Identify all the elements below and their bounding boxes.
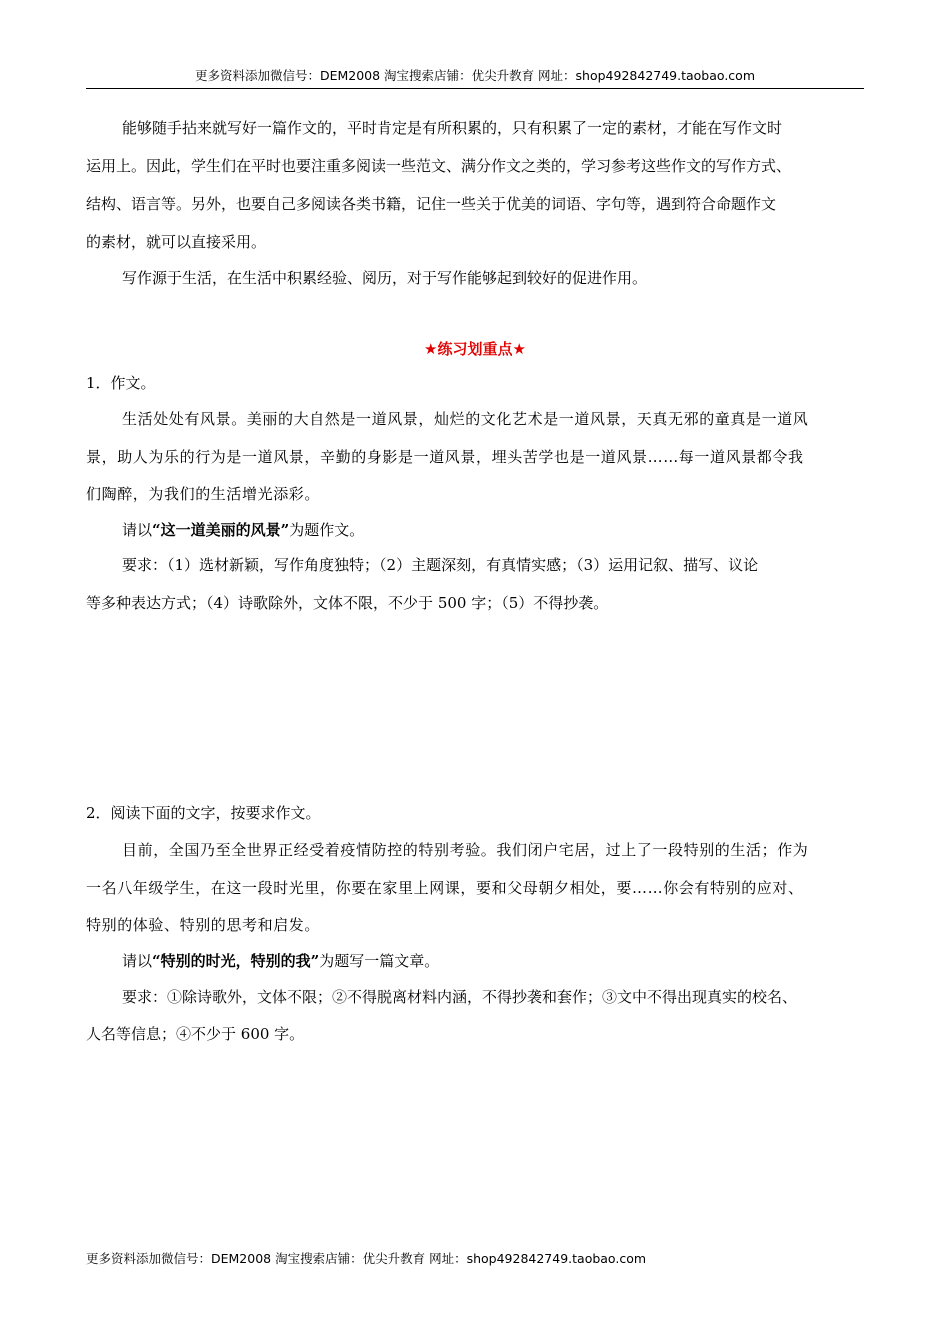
prompt-prefix: 请以: [122, 952, 153, 970]
page-footer: 更多资料添加微信号：DEM2008 淘宝搜索店铺：优尖升教育 网址：shop492842749.taobao.com: [86, 1251, 647, 1266]
requirement-line: 要求：（1）选材新颖，写作角度独特；（2）主题深刻，有真情实感；（3）运用记叙、描写、议论: [122, 556, 759, 574]
essay-prompt: [122, 519, 364, 540]
page-header: 更多资料添加微信号：DEM2008 淘宝搜索店铺：优尖升教育 网址：shop492842749.taobao.com: [194, 68, 756, 83]
material-line: 一名八年级学生，在这一段时光里，你要在家里上网课，要和父母朝夕相处，要……你会有特别的应对、: [86, 879, 804, 897]
material-line: 特别的体验、特别的思考和启发。: [86, 916, 321, 934]
intro-line: 写作源于生活，在生活中积累经验、阅历，对于写作能够起到较好的促进作用。: [122, 269, 648, 287]
question-heading: 2．阅读下面的文字，按要求作文。: [86, 804, 321, 822]
material-line: 们陶醉，为我们的生活增光添彩。: [86, 485, 321, 503]
material-line: 景，助人为乐的行为是一道风景，辛勤的身影是一道风景，埋头苦学也是一道风景……每一道风景都令我: [86, 448, 804, 466]
intro-line: 运用上。因此，学生们在平时也要注重多阅读一些范文、满分作文之类的，学习参考这些作文的写作方式、: [86, 157, 792, 175]
essay-title: “特别的时光，特别的我”: [152, 952, 320, 970]
material-line: 生活处处有风景。美丽的大自然是一道风景，灿烂的文化艺术是一道风景，天真无邪的童真是一道风: [122, 410, 809, 428]
intro-line: 能够随手拈来就写好一篇作文的，平时肯定是有所积累的，只有积累了一定的素材，才能在写作文时: [122, 119, 783, 137]
requirement-line: 等多种表达方式；（4）诗歌除外，文体不限，不少于 500 字；（5）不得抄袭。: [86, 594, 609, 612]
prompt-suffix: 为题作文。: [289, 521, 365, 539]
essay-title: “这一道美丽的风景”: [152, 521, 290, 539]
essay-prompt: [122, 950, 439, 971]
requirement-line: 要求：①除诗歌外，文体不限；②不得脱离材料内涵，不得抄袭和套作；③文中不得出现真实的校名、: [122, 988, 798, 1006]
prompt-suffix: 为题写一篇文章。: [319, 952, 440, 970]
question-heading: 1．作文。: [86, 374, 156, 392]
intro-line: 的素材，就可以直接采用。: [86, 233, 267, 251]
prompt-prefix: 请以: [122, 521, 153, 539]
section-title: ★练习划重点★: [424, 340, 526, 358]
header-divider: [86, 88, 864, 89]
requirement-line: 人名等信息；④不少于 600 字。: [86, 1025, 305, 1043]
intro-line: 结构、语言等。另外，也要自己多阅读各类书籍，记住一些关于优美的词语、字句等，遇到符合命题作文: [86, 195, 777, 213]
material-line: 目前，全国乃至全世界正经受着疫情防控的特别考验。我们闭户宅居，过上了一段特别的生活；作为: [122, 841, 809, 859]
